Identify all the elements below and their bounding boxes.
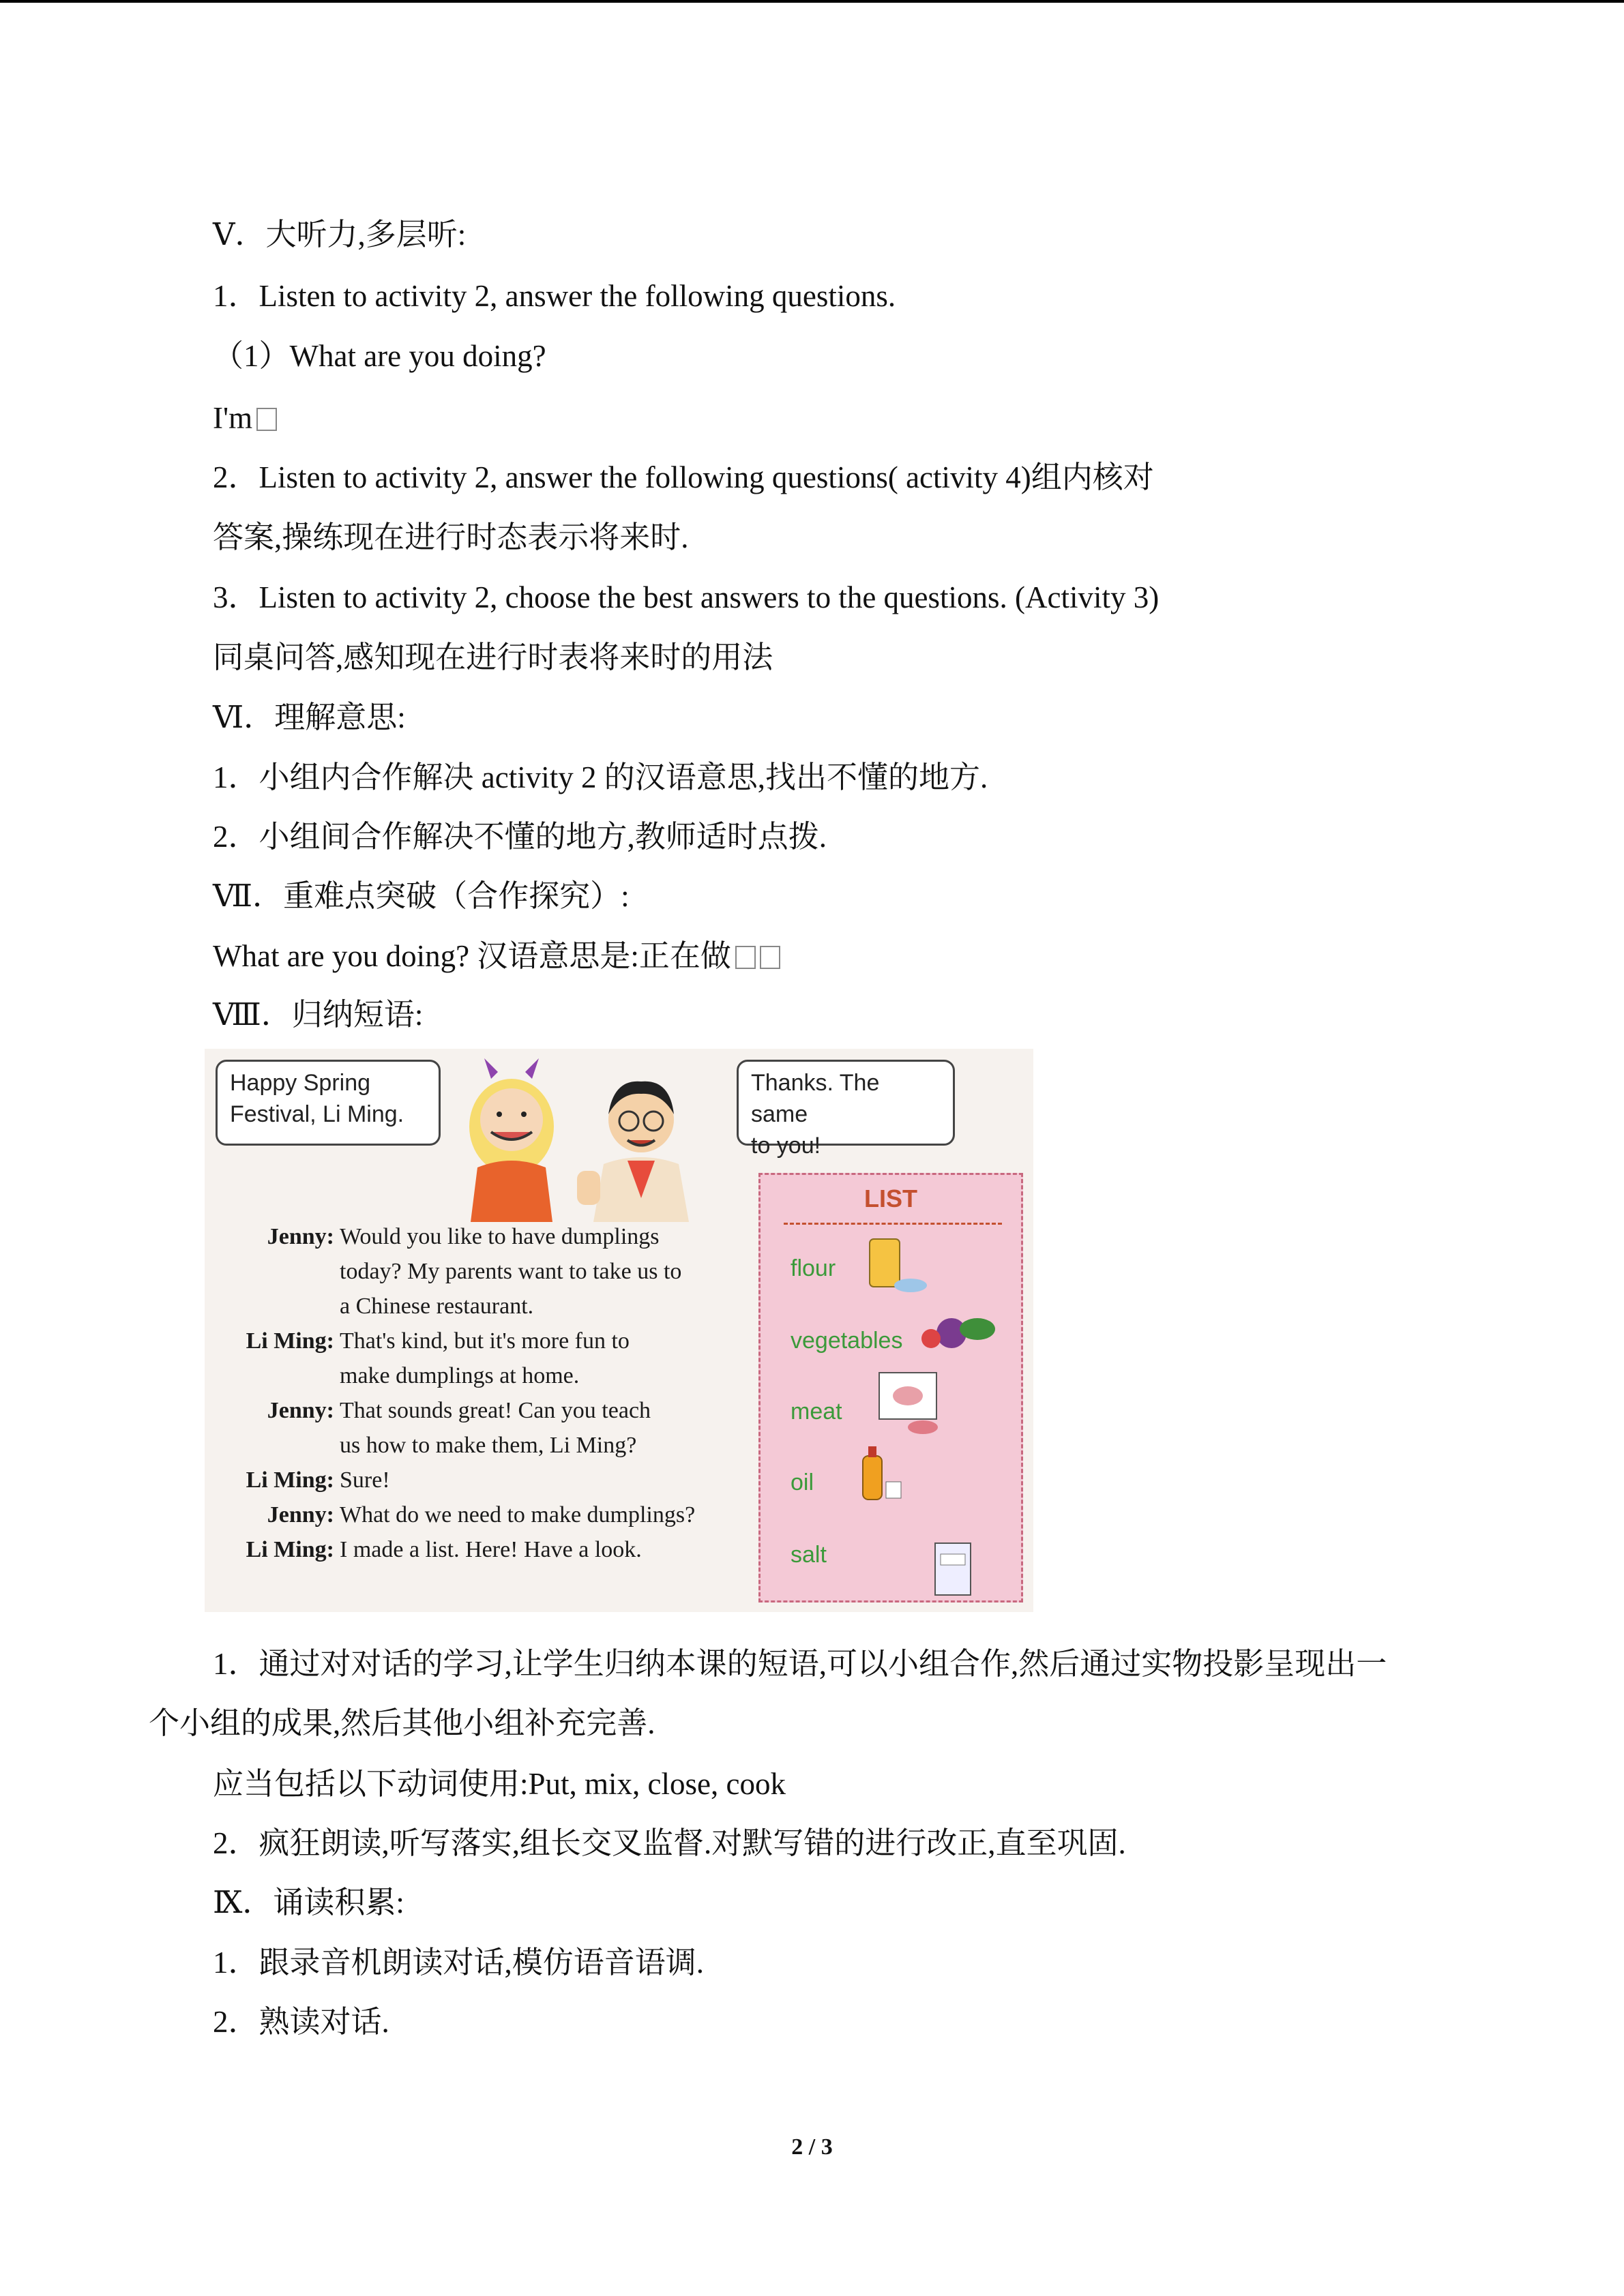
page-number: 2 / 3 [791, 2134, 833, 2160]
dialog-text: I made a list. Here! Have a look. [340, 1537, 642, 1562]
characters-drawing [443, 1052, 730, 1222]
list-item-flour: flour [791, 1255, 836, 1281]
speaker: Jenny: [267, 1224, 334, 1249]
textbook-illustration [205, 1049, 1033, 1612]
section-9-item-2: 2．熟读对话. [213, 2005, 389, 2039]
speaker [211, 1289, 340, 1324]
list-illustrations [761, 1175, 1025, 1605]
dialog-text: us how to make them, Li Ming? [340, 1433, 637, 1458]
speech-bubble-right [737, 1060, 955, 1159]
list-title: LIST [864, 1184, 917, 1212]
speaker [211, 1428, 340, 1463]
speaker: Jenny: [267, 1398, 334, 1423]
section-5-heading: Ⅴ．大听力,多层听: [213, 218, 467, 252]
dialog-text: make dumplings at home. [340, 1363, 580, 1388]
speaker: Li Ming: [246, 1537, 334, 1562]
bubble-right-line-1: Thanks. The same [751, 1070, 880, 1127]
list-item-meat: meat [791, 1399, 842, 1425]
section-6-heading: Ⅵ．理解意思: [213, 700, 406, 734]
section-5-item-3a: 3．Listen to activity 2, choose the best answers to the questions. (Activity 3) [213, 580, 1160, 614]
section-5-item-3b: 同桌问答,感知现在进行时表将来时的用法 [213, 640, 773, 674]
shopping-list-panel [758, 1173, 1023, 1602]
answer-prefix: I'm [213, 401, 253, 435]
dialog-text: today? My parents want to take us to [340, 1259, 682, 1284]
list-item-vegetables: vegetables [791, 1328, 903, 1354]
oil-bottle-icon [863, 1446, 901, 1500]
speaker: Li Ming: [246, 1328, 334, 1354]
speaker [211, 1254, 340, 1289]
section-5-item-2b: 答案,操练现在进行时态表示将来时. [213, 520, 689, 554]
speaker: Li Ming: [246, 1467, 334, 1493]
dialog-text: Sure! [340, 1467, 390, 1493]
meat-icon [879, 1373, 938, 1434]
section-8-item-1b: 个小组的成果,然后其他小组补充完善. [149, 1706, 655, 1740]
section-9-item-1: 1．跟录音机朗读对话,模仿语音语调. [213, 1945, 705, 1980]
blank-box [256, 408, 277, 431]
top-border [0, 0, 1624, 3]
bubble-left-line-2: Festival, Li Ming. [230, 1101, 404, 1127]
speaker [211, 1358, 340, 1393]
section-5-answer-1 [213, 398, 277, 438]
section-8-item-2: 2．疯狂朗读,听写落实,组长交叉监督.对默写错的进行改正,直至巩固. [213, 1826, 1126, 1860]
section-8-heading: Ⅷ．归纳短语: [213, 998, 424, 1032]
list-item-salt: salt [791, 1542, 827, 1568]
section-6-item-2: 2．小组间合作解决不懂的地方,教师适时点拨. [213, 820, 827, 854]
dialog-text: That sounds great! Can you teach [340, 1398, 651, 1423]
section-7-heading: Ⅶ．重难点突破（合作探究）: [213, 879, 630, 913]
bubble-right-line-2: to you! [751, 1133, 821, 1159]
section-8-item-1c: 应当包括以下动词使用:Put, mix, close, cook [213, 1767, 786, 1801]
section-5-item-1: 1．Listen to activity 2, answer the following questions. [213, 279, 896, 313]
blank-box [760, 946, 780, 969]
section-5-question-1: （1）What are you doing? [213, 339, 546, 373]
dialog-text: a Chinese restaurant. [340, 1294, 534, 1319]
blank-box [735, 946, 756, 969]
speaker: Jenny: [267, 1502, 334, 1527]
section-5-item-2a: 2．Listen to activity 2, answer the following questions( activity 4)组内核对 [213, 460, 1154, 494]
vegetables-icon [921, 1318, 995, 1348]
section-7-text: What are you doing? 汉语意思是:正在做 [213, 939, 731, 973]
salt-box-icon [935, 1543, 971, 1595]
dialog-text: What do we need to make dumplings? [340, 1502, 696, 1527]
list-item-oil: oil [791, 1470, 814, 1495]
section-9-heading: Ⅸ．诵读积累: [213, 1885, 404, 1920]
bubble-left-line-1: Happy Spring [230, 1070, 371, 1096]
jenny-figure [469, 1058, 554, 1222]
section-7-item-1 [213, 936, 780, 976]
dialog-text: That's kind, but it's more fun to [340, 1328, 630, 1354]
speech-bubble-left [216, 1060, 441, 1146]
flour-bag-icon [870, 1239, 927, 1292]
dialog-text: Would you like to have dumplings [340, 1224, 660, 1249]
li-ming-figure [577, 1082, 689, 1222]
section-6-item-1: 1．小组内合作解决 activity 2 的汉语意思,找出不懂的地方. [213, 760, 988, 794]
section-8-item-1a: 1．通过对对话的学习,让学生归纳本课的短语,可以小组合作,然后通过实物投影呈现出一 [213, 1647, 1387, 1681]
